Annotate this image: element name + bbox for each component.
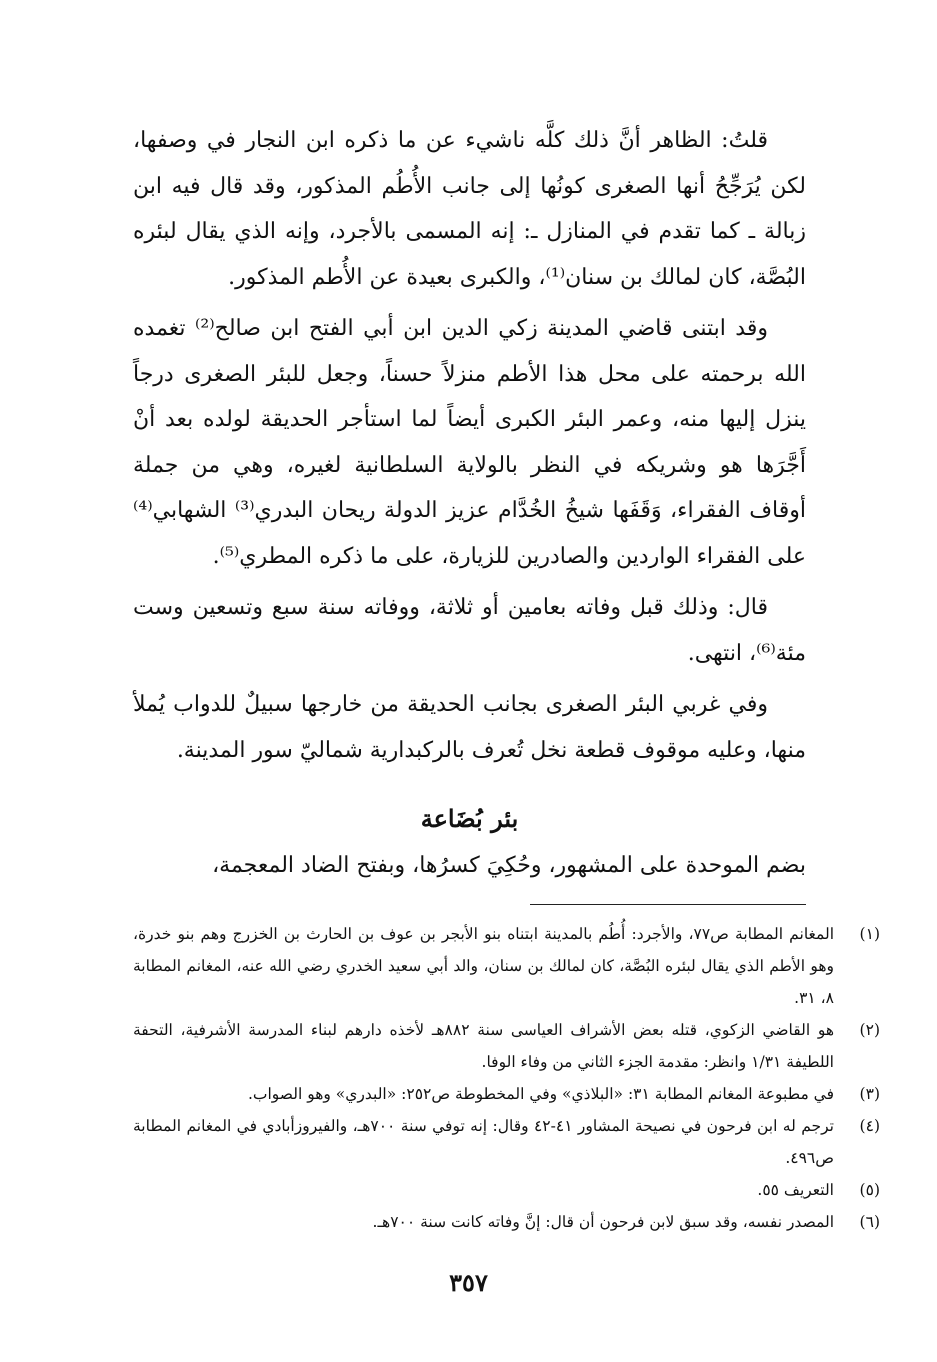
section-intro-line: بضم الموحدة على المشهور، وحُكِيَ كسرُها، وبفتح الضاد المعجمة،	[212, 853, 806, 878]
footnote-text: التعريف ٥٥.	[757, 1181, 834, 1199]
paragraph-1	[133, 118, 806, 300]
paragraph-2-text: وقد ابتنى قاضي المدينة زكي الدين ابن أبي الفتح ابن صالح⁽²⁾ تغمده الله برحمته على محل هذا الأطم منزلاً حسناً، وجعل للبئر الصغرى درجاً ينزل إليها منه، وعمر البئر الكبرى أيضاً لما استأجر الحديقة لولده بعد أنْ أَجَّرَها هو وشريكه في النظر بالولاية السلطانية لغيره، وهي من جملة أوقاف الفقراء، وَقَفَها شيخُ الخُدَّام عزيز الدولة ريحان البدري⁽³⁾ الشهابي⁽⁴⁾ على الفقراء الواردين والصادرين للزيارة، على ما ذكره المطري⁽⁵⁾.	[133, 316, 807, 569]
footnote-number: (٦)	[859, 1213, 880, 1231]
footnote-text: هو القاضي الزكوي، قتله بعض الأشراف العياسى سنة ٨٨٢هـ لأخذه دارهم لبناء المدرسة الأشرفية، التحفة اللطيفة ١/٣١ وانظر: مقدمة الجزء الثاني من وفاء الوفا.	[133, 1021, 834, 1071]
footnote-4	[133, 1110, 880, 1174]
paragraph-3	[133, 585, 806, 676]
paragraph-3-text: قال: وذلك قبل وفاته بعامين أو ثلاثة، ووفاته سنة سبع وتسعين وست مئة⁽⁶⁾، انتهى.	[133, 595, 806, 666]
page-number: ٣٥٧	[449, 1268, 488, 1297]
footnote-1	[133, 918, 880, 1014]
footnote-6	[133, 1206, 880, 1238]
footnote-divider	[530, 904, 806, 905]
paragraph-1-text: قلتُ: الظاهر أنَّ ذلك كلَّه ناشيء عن ما ذكره ابن النجار في وصفها، لكن يُرَجِّحُ أنها الصغرى كونُها إلى جانب الأُطُم المذكور، وقد قال فيه ابن زبالة ـ كما تقدم في المنازل ـ: إنه المسمى بالأجرد، وإنه الذي يقال لبئره البُصَّة، كان لمالك بن سنان⁽¹⁾، والكبرى بعيدة عن الأُطم المذكور.	[133, 128, 806, 290]
section-heading: بئر بُضَاعة	[420, 804, 519, 833]
paragraph-4	[133, 682, 806, 773]
footnote-text: المصدر نفسه، وقد سبق لابن فرحون أن قال: إنَّ وفاته كانت سنة ٧٠٠هـ.	[372, 1213, 834, 1231]
paragraph-2	[133, 306, 806, 579]
footnote-text: ترجم له ابن فرحون في نصيحة المشاور ٤١-٤٢ وقال: إنه توفي سنة ٧٠٠هـ، والفيروزأبادي في المغانم المطابة ص٤٩٦.	[133, 1117, 834, 1167]
footnote-2	[133, 1014, 880, 1078]
footnote-number: (٢)	[859, 1021, 880, 1039]
footnote-text: في مطبوعة المغانم المطابة ٣١: «البلاذي» وفي المخطوطة ص٢٥٢: «البدري» وهو الصواب.	[247, 1085, 834, 1103]
main-text	[133, 118, 806, 779]
footnote-number: (٥)	[859, 1181, 880, 1199]
footnote-3	[133, 1078, 880, 1110]
footnotes	[133, 918, 880, 1238]
footnote-number: (٣)	[859, 1085, 880, 1103]
footnote-number: (٤)	[859, 1117, 880, 1135]
footnote-number: (١)	[859, 925, 880, 943]
paragraph-4-text: وفي غربي البئر الصغرى بجانب الحديقة من خارجها سبيلٌ للدواب يُملأ منها، وعليه موقوف قطعة نخل تُعرف بالركبدارية شماليّ سور المدينة.	[133, 692, 806, 763]
footnote-text: المغانم المطابة ص٧٧، والأجرد: أُطُم بالمدينة ابتناه بنو الأبجر بن عوف بن الحارث بن الخزرج وهم بنو خدرة، وهو الأطم الذي يقال لبئره البُصَّة، كان لمالك بن سنان، والد أبي سعيد الخدري رضي الله عنه، المغانم المطابة ٨، ٣١.	[133, 925, 835, 1007]
footnote-5	[133, 1174, 880, 1206]
